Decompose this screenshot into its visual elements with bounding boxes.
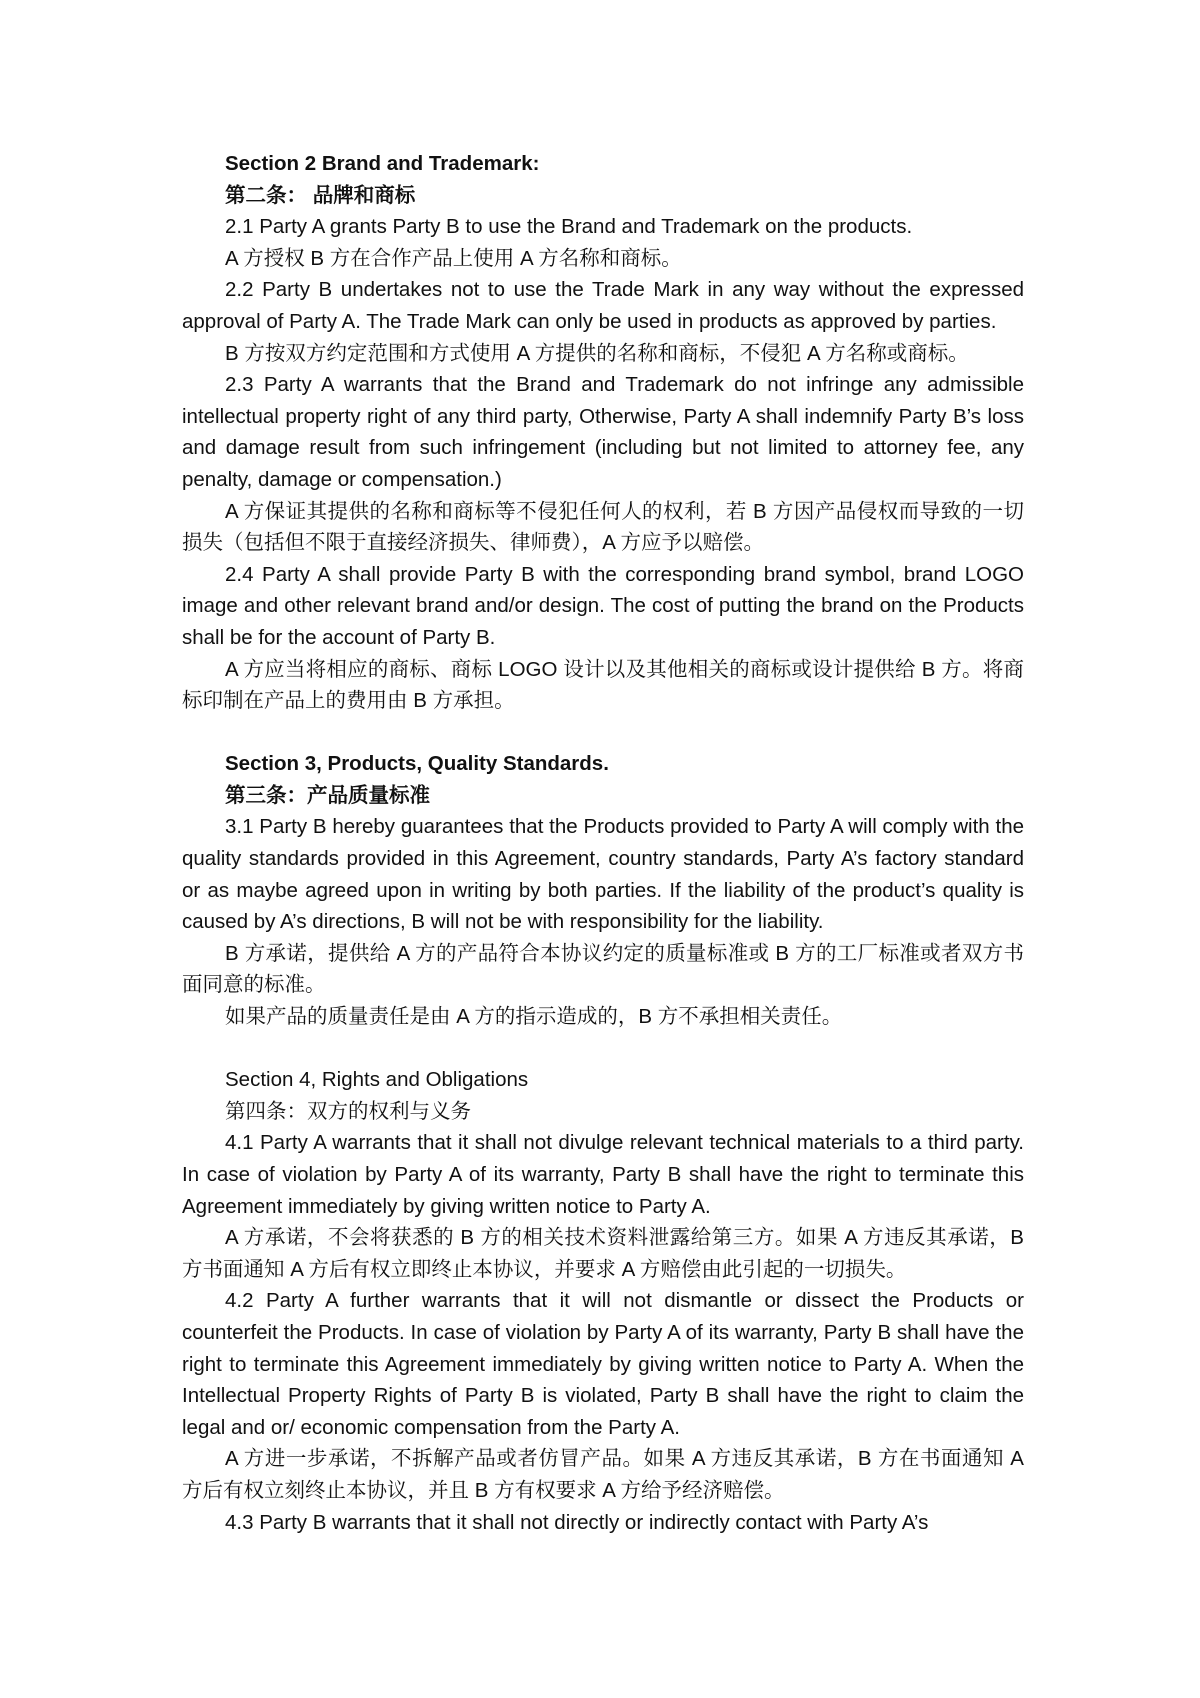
clause-3-1-zh-b: 如果产品的质量责任是由 A 方的指示造成的，B 方不承担相关责任。 xyxy=(225,1005,843,1029)
clause-3-1-zh: B 方承诺，提供给 A 方的产品符合本协议约定的质量标准或 B 方的工厂标准或者双方书面同意的标准。 xyxy=(182,941,1024,997)
clause-2-2-zh: B 方按双方约定范围和方式使用 A 方提供的名称和商标，不侵犯 A 方名称或商标。 xyxy=(225,341,969,365)
document-page xyxy=(182,148,1024,1538)
clause-4-1-zh: A 方承诺，不会将获悉的 B 方的相关技术资料泄露给第三方。如果 A 方违反其承诺，B 方书面通知 A 方后有权立即终止本协议，并要求 A 方赔偿由此引起的一切损失。 xyxy=(182,1226,1024,1281)
clause-4-3-en: 4.3 Party B warrants that it shall not directly or indirectly contact with Party A’s xyxy=(225,1510,929,1534)
section-2-heading-zh: 第二条： 品牌和商标 xyxy=(225,183,416,207)
clause-2-3-en: 2.3 Party A warrants that the Brand and Trademark do not infringe any admissible intellectual property right of any third party, Otherwise, Party A shall indemnify Party B’s loss and damage result from such infringement (including but not limited to attorney fee, any penalty, damage or compensation.) xyxy=(182,373,1024,491)
clause-2-2-en: 2.2 Party B undertakes not to use the Trade Mark in any way without the expressed approval of Party A. The Trade Mark can only be used in products as approved by parties. xyxy=(182,278,1024,333)
section-spacer xyxy=(182,1033,1024,1065)
section-4-heading-en: Section 4, Rights and Obligations xyxy=(225,1068,529,1092)
clause-3-1-en: 3.1 Party B hereby guarantees that the Products provided to Party A will comply with the quality standards provided in this Agreement, country standards, Party A’s factory standard or as maybe agreed upon in writing by both parties. If the liability of the product’s quality is caused by A’s directions, B will not be with responsibility for the liability. xyxy=(182,815,1024,934)
clause-2-1-en: 2.1 Party A grants Party B to use the Brand and Trademark on the products. xyxy=(225,215,913,239)
clause-2-4-en: 2.4 Party A shall provide Party B with the corresponding brand symbol, brand LOGO image and other relevant brand and/or design. The cost of putting the brand on the Products shall be for the account of Party B. xyxy=(182,562,1024,649)
clause-4-1-en: 4.1 Party A warrants that it shall not divulge relevant technical materials to a third party. In case of violation by Party A of its warranty, Party B shall have the right to terminate this Agreement immediately by giving written notice to Party A. xyxy=(182,1131,1024,1218)
section-3-heading-zh: 第三条：产品质量标准 xyxy=(225,783,430,807)
section-4-heading-zh: 第四条：双方的权利与义务 xyxy=(225,1099,471,1123)
section-3-heading-en: Section 3, Products, Quality Standards. xyxy=(225,752,609,776)
section-2-heading-en: Section 2 Brand and Trademark: xyxy=(225,152,540,175)
clause-2-1-zh: A 方授权 B 方在合作产品上使用 A 方名称和商标。 xyxy=(225,246,682,270)
clause-4-2-zh: A 方进一步承诺，不拆解产品或者仿冒产品。如果 A 方违反其承诺，B 方在书面通知 A 方后有权立刻终止本协议，并且 B 方有权要求 A 方给予经济赔偿。 xyxy=(182,1447,1024,1502)
clause-4-2-en: 4.2 Party A further warrants that it will not dismantle or dissect the Products or counterfeit the Products. In case of violation by Party A of its warranty, Party B shall have the right to terminate this Agreement immediately by giving written notice to Party A. When the Intellectual Property Rights of Party B is violated, Party B shall have the right to claim the legal and or/ economic compensation from the Party A. xyxy=(182,1289,1024,1439)
clause-2-4-zh: A 方应当将相应的商标、商标 LOGO 设计以及其他相关的商标或设计提供给 B 方。将商标印制在产品上的费用由 B 方承担。 xyxy=(182,657,1024,713)
section-spacer xyxy=(182,717,1024,749)
clause-2-3-zh: A 方保证其提供的名称和商标等不侵犯任何人的权利，若 B 方因产品侵权而导致的一切损失（包括但不限于直接经济损失、律师费），A 方应予以赔偿。 xyxy=(182,499,1024,555)
